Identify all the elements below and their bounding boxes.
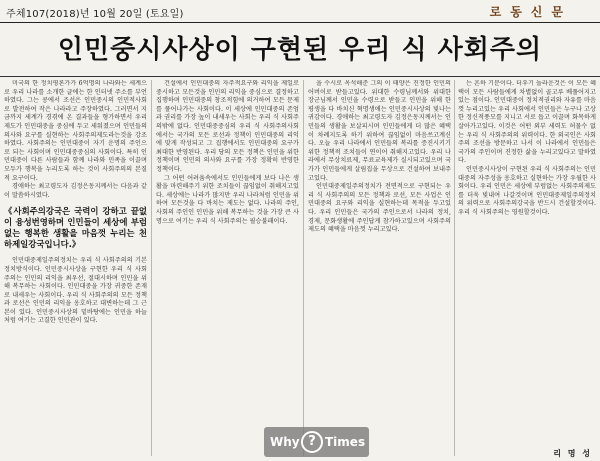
article-headline: 인민중시사상이 구현된 우리 식 사회주의	[57, 35, 543, 65]
question-mark-icon: ?	[301, 431, 323, 453]
paragraph: 는 흔하 기분이다. 더우기 놀라운것은 이 모든 혜택이 모든 사람들에게 차별없이 골고루 베풀어지고있는 점이다. 인민대중이 정치적권리와 자유를 마음껏 누리고있는 우리 사회에서 인민들은 누구나 고상한 정신적풍모를 지니고 서로 돕고 이끌며 화목하게 살아가고있다. 이것은 어떤 외부 세력도 허물수 없는 우리 식 사회주의의 위력이다. 한 외국인은 사회주의 조선을 방문하고 나서 이 나라에서 인민들은 국가의 주인이며 진정한 삶을 누리고있다고 말하였다.	[458, 80, 596, 165]
article-column-3	[308, 80, 451, 458]
masthead	[0, 0, 600, 23]
article-column-1	[4, 80, 147, 458]
paragraph: 그 어떤 어려움속에서도 인민들에게 보다 나은 생활을 마련해주기 위한 조치들이 끊임없이 취해지고있다. 세상에는 나라가 많지만 우리 나라처럼 인민을 위하여 모든것을 다 바치는 제도는 없다. 나라의 주인, 사회의 주인인 인민을 위해 복무하는 것을 가장 큰 사명으로 여기는 우리 식 사회주의는 필승불패이다.	[156, 174, 299, 225]
paragraph: 인민대중제일주의정치는 우리 식 사회주의의 기본정치방식이다. 인민중시사상을 구현한 우리 식 사회주의는 인민의 리익을 최우선, 절대시하며 인민을 위해 복무하는 사회이다. 인민대중을 가장 귀중한 존재로 내세우는 사회이다. 우리 식 사회주의의 모든 정책과 로선은 인민의 리익을 옹호하고 대변하는데 그 근본이 있다. 인민중시사상의 밑바탕에는 인민을 하늘처럼 여기는 고결한 인민관이 있다.	[4, 257, 147, 325]
author-byline: 리 명 성	[553, 449, 592, 458]
paragraph: 인민중시사상이 구현된 우리 식 사회주의는 인민대중의 자주성을 옹호하고 실현하는 가장 우월한 사회이다. 우리 인민은 세상에 부럼없는 사회주의제도를 더욱 빛내여 나갈것이며 인민대중제일주의정치의 위력으로 사회주의강국을 반드시 건설할것이다. 우리 식 사회주의는 영원할것이다.	[458, 165, 596, 216]
paragraph: 미국의 한 정치평론가가 6억명의 나라와는 세계으로 우리 나라를 소개한 글에는 한 인터넷 주소를 부언하였다. 그는 콩에서 조선은 인민중시의 인민적사회로 발전하여 작은 나라라고 주장하였다. 그러면서 지금까지 세계가 경겪에 온 결과들을 형가하면서 우리 제도가 인민대중을 중심에 두고 세워졌으며 인민들의 의사와 요구를 실현하는 사회주의제도라는것을 강조하였다. 사회주의는 인민대중이 자기 운명의 주인으로 되는 사회이며 인민대중중심의 사회이다. 특히 인민대중이 다른 사람들과 함께 나라와 민족을 이끌며 모두가 행복을 누리도록 하는 것이 사회주의의 본질적 요구이다.	[4, 80, 147, 182]
headline-rule	[0, 76, 600, 77]
column-divider	[454, 80, 455, 456]
paragraph: 건설에서 인민대중의 자주적요구와 리익을 제일로 중시하고 모든것을 인민의 리익을 중심으로 결정하고 집행하며 인민대중의 창조적힘에 의거하여 모든 문제를 풀어나가는 사회이다. 이 세상에 인민대중의 존엄과 권리를 가장 높이 내세우는 사회는 우리 식 사회주의밖에 없다. 인민대중중심의 우리 식 사회주의사회에서는 국가의 모든 로선과 정책이 인민대중의 리익에 맞게 작성되고 그 집행에서도 인민대중의 요구가 최대한 반영된다. 우리 당의 모든 정책은 인민을 위한 정책이며 인민의 의사와 요구를 가장 정확히 반영한 정책이다.	[156, 80, 299, 173]
paragraph: 인민대중제일주의정치가 전면적으로 구현되는 우리 식 사회주의의 모든 정책과 로선, 모든 사업은 인민대중의 요구와 리익을 실현하는데 목적을 두고있다. 우리 인민들은 국가의 주인으로서 나라의 정치, 경제, 문화생활에 주인답게 참가하고있으며 사회주의제도의 혜택을 마음껏 누리고있다.	[308, 183, 451, 234]
watermark-logo	[264, 427, 369, 457]
dateline: 주체107(2018)년 10월 20일 (토요일)	[6, 9, 184, 20]
leader-quote: 《사회주의강국은 국력이 강하고 끝없이 융성번영하며 인민들이 세상에 부럼없는 행복한 생활을 마음껏 누리는 천하제일강국입니다.》	[4, 206, 147, 250]
watermark-text-right: Times	[325, 435, 366, 449]
paragraph: 경애하는 최고령도자 김정은동지께서는 다음과 같이 말씀하시였다.	[4, 183, 147, 199]
article-column-2	[156, 80, 299, 458]
newspaper-name: 로동신문	[489, 5, 572, 19]
article-column-4	[458, 80, 596, 458]
column-divider	[151, 80, 152, 456]
paragraph: 을 수시로 옥석해준 그의 이 태양은 진정한 인민의 어버이로 받들고있다. 위대한 수령님께서와 위대한 장군님께서 인민을 수령으로 받들고 인민을 위해 한평생을 다 바치신 혁명생애는 인민중시사상의 빛나는 귀감이다. 경애하는 최고령도자 김정은동지께서는 인민들의 생활을 보살피시며 인민들에게 더 많은 혜택이 차례지도록 하기 위하여 끊임없이 마음쓰고계신다. 오늘 우리 나라에서 인민들의 복리를 증진시키기 위한 정책적 조치들이 연이어 취해지고있다. 우리 나라에서 무상치료제, 무료교육제가 실시되고있으며 국가가 인민들에게 살림집을 무상으로 건설하여 보내주고있다.	[308, 80, 451, 182]
column-divider	[303, 80, 304, 456]
watermark-text-left: Why	[270, 435, 300, 449]
